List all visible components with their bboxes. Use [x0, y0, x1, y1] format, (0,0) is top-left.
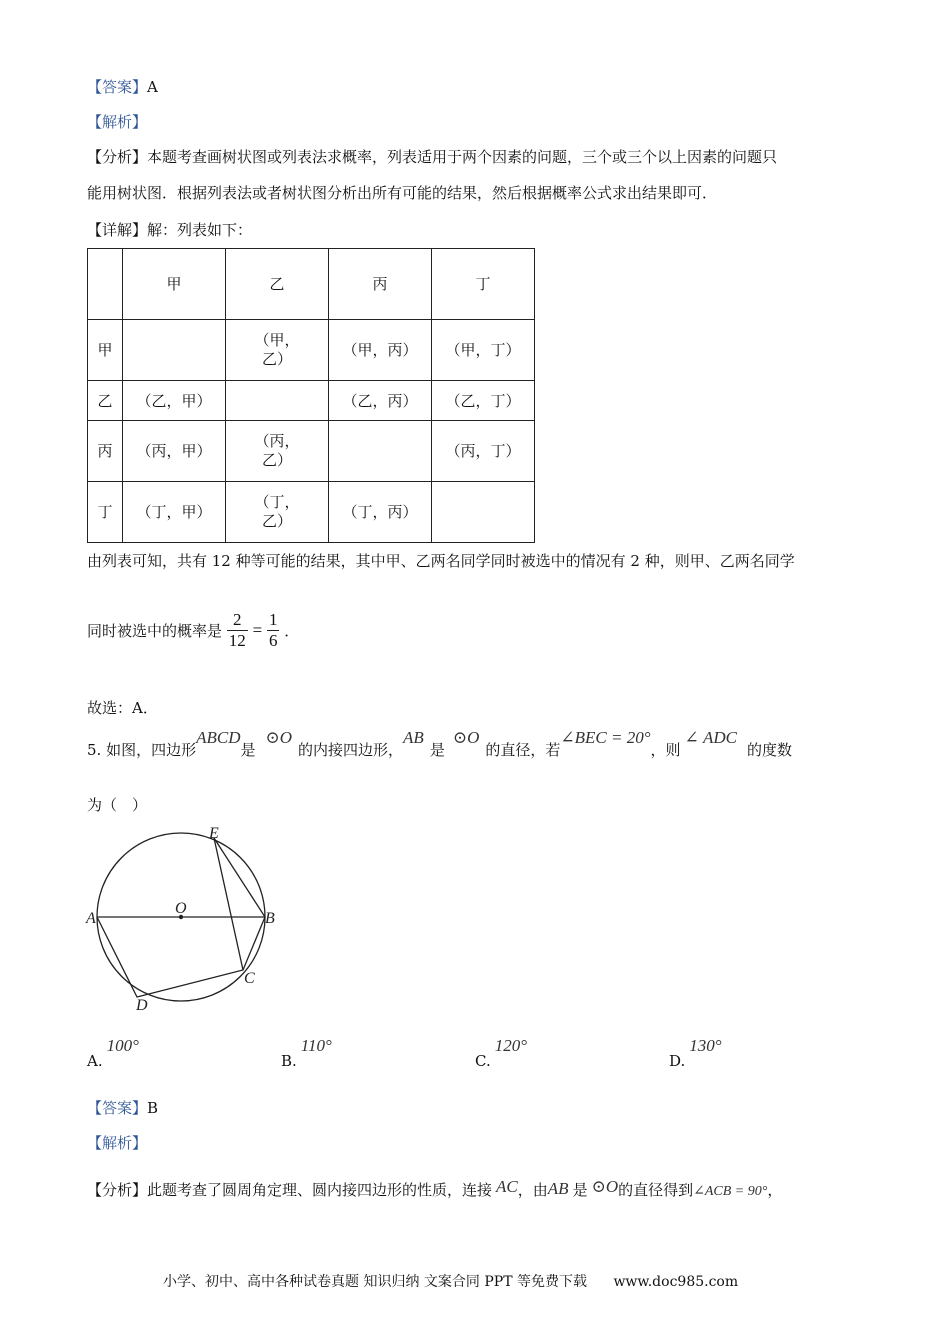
label-b: B: [265, 910, 275, 927]
table-cell: （乙，丁）: [432, 381, 535, 421]
table-cell: 乙: [88, 381, 123, 421]
label-a: A: [86, 910, 96, 927]
table-cell: （乙，丙）: [329, 381, 432, 421]
label-d: D: [136, 997, 148, 1014]
table-row: [88, 381, 535, 421]
question-5-line-2: 为（ ）: [87, 796, 148, 814]
table-cell: [329, 421, 432, 482]
table-cell: 乙: [226, 249, 329, 320]
option-b: B.110°: [281, 1036, 332, 1070]
table-cell: 丙: [88, 421, 123, 482]
table-cell: （甲，丁）: [432, 320, 535, 381]
choose-line: 故选：A．: [87, 699, 158, 717]
table-cell: [123, 320, 226, 381]
option-c: C.120°: [475, 1036, 528, 1070]
analysis-tag: 【解析】: [87, 113, 148, 131]
table-cell: （丙，甲）: [123, 421, 226, 482]
footer-url[interactable]: www.doc985.com: [613, 1274, 739, 1290]
table-cell: （丁，丙）: [329, 482, 432, 543]
table-cell: （丙，乙）: [226, 421, 329, 482]
table-row: [88, 482, 535, 543]
table-cell: （丁，乙）: [226, 482, 329, 543]
table-cell: （丁，甲）: [123, 482, 226, 543]
question-5-line-1: 5. 如图，四边形ABCD是⊙O的内接四边形，AB是⊙O的直径，若∠BEC = 20°，则∠ ADC的度数: [87, 728, 793, 759]
analysis-line-1: [87, 146, 777, 167]
analysis-tag: 【分析】: [87, 148, 148, 166]
answer-line: [87, 76, 158, 97]
table-cell: [226, 381, 329, 421]
table-cell: 丙: [329, 249, 432, 320]
table-cell: [432, 482, 535, 543]
detail-line: [87, 219, 252, 240]
analysis2-line: 【分析】此题考查了圆周角定理、圆内接四边形的性质，连接 AC，由AB 是 ⊙O的直径得到∠ACB = 90°，: [87, 1177, 783, 1199]
table-cell: （丙，丁）: [432, 421, 535, 482]
answer-value: A: [147, 78, 158, 96]
detail-tag: 【详解】: [87, 221, 148, 239]
segment-eb: [214, 838, 265, 917]
table-cell: 甲: [88, 320, 123, 381]
analysis-tag-2: 【解析】: [87, 1134, 148, 1152]
option-a: A.100°: [87, 1036, 139, 1070]
table-header-row: [88, 249, 535, 320]
table-row: [88, 320, 535, 381]
label-e: E: [209, 825, 219, 842]
conclusion-line-1: 由列表可知，共有 12 种等可能的结果，其中甲、乙两名同学同时被选中的情况有 2 种，则甲、乙两名同学: [87, 552, 795, 570]
label-o: O: [175, 900, 187, 917]
table-row: [88, 421, 535, 482]
footer-text: 小学、初中、高中各种试卷真题 知识归纳 文案合同 PPT 等免费下载: [163, 1274, 587, 1290]
analysis-text: 本题考查画树状图或列表法求概率，列表适用于两个因素的问题，三个或三个以上因素的问题只: [147, 148, 778, 166]
table-cell: 丁: [432, 249, 535, 320]
fraction-1-6: $\frac{1}{6}$: [268, 610, 278, 650]
circle-figure: [80, 820, 290, 1020]
table-cell: [88, 249, 123, 320]
segment-ec: [214, 838, 243, 970]
answer-line-2: 【答案】B: [87, 1099, 159, 1117]
table-cell: （甲，丙）: [329, 320, 432, 381]
table-cell: 丁: [88, 482, 123, 543]
table-cell: （甲，乙）: [226, 320, 329, 381]
table-cell: （乙，甲）: [123, 381, 226, 421]
label-c: C: [244, 970, 255, 987]
equals-sign: =: [252, 620, 263, 640]
analysis-line-2: 能用树状图．根据列表法或者树状图分析出所有可能的结果，然后根据概率公式求出结果即可．: [87, 184, 718, 202]
probability-table: [87, 248, 535, 543]
conclusion-prefix: 同时被选中的概率是: [87, 622, 223, 640]
table-cell: 甲: [123, 249, 226, 320]
footer: [163, 1271, 738, 1291]
option-d: D.130°: [669, 1036, 722, 1070]
conclusion-line-2: 同时被选中的概率是 $\frac{2}{12}$ = $\frac{1}{6}$ ．: [87, 610, 300, 650]
answer-tag: 【答案】: [87, 78, 148, 96]
detail-text: 解：列表如下：: [147, 221, 253, 239]
fraction-2-12: $\frac{2}{12}$: [228, 610, 246, 650]
